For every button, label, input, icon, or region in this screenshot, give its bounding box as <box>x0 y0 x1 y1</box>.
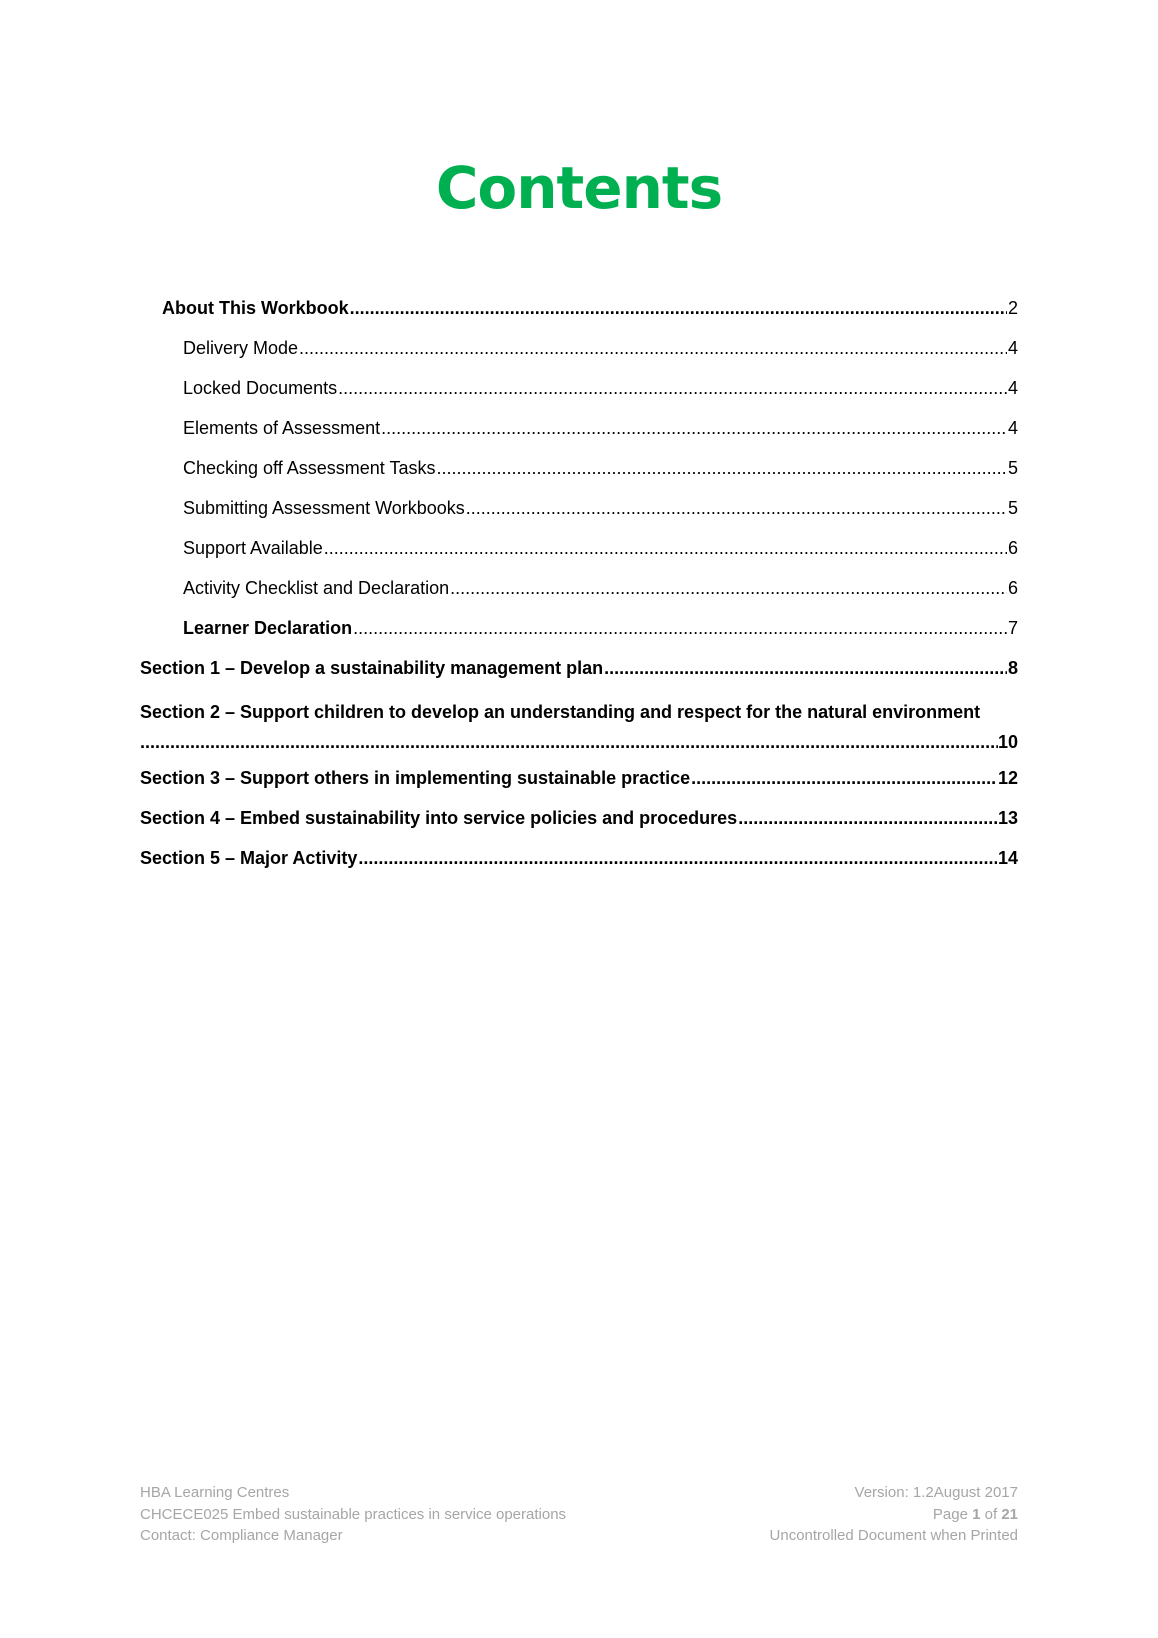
toc-dot-leader <box>738 807 997 829</box>
toc-entry-label: Section 3 – Support others in implementing sustainable practice <box>140 768 691 788</box>
toc-dot-leader <box>466 497 1007 519</box>
toc-entry-label: Submitting Assessment Workbooks <box>183 498 465 518</box>
toc-entry-label: Section 1 – Develop a sustainability management plan <box>140 658 604 678</box>
footer-course: CHCECE025 Embed sustainable practices in service operations <box>140 1505 567 1523</box>
toc-entry-label: Section 5 – Major Activity <box>140 848 358 868</box>
toc-entry-page: 6 <box>1007 538 1018 558</box>
toc-entry-submitting-assessment-workbooks[interactable] <box>140 497 1018 537</box>
toc-entry-section-2[interactable] <box>140 697 1018 757</box>
toc-entry-section-1[interactable] <box>140 657 1018 697</box>
toc-entry-page: 13 <box>997 808 1018 828</box>
toc-entry-label: Elements of Assessment <box>183 418 381 438</box>
toc-dot-leader <box>450 577 1007 599</box>
toc-entry-label: Learner Declaration <box>183 618 353 638</box>
toc-entry-locked-documents[interactable] <box>140 377 1018 417</box>
toc-entry-page: 12 <box>997 768 1018 788</box>
toc-entry-label: Checking off Assessment Tasks <box>183 458 436 478</box>
toc-dot-leader <box>140 727 998 757</box>
toc-entry-page: 4 <box>1007 378 1018 398</box>
toc-dot-leader <box>381 417 1007 439</box>
toc-entry-page: 5 <box>1007 458 1018 478</box>
toc-entry-page: 7 <box>1007 618 1018 638</box>
footer-right <box>770 1482 1018 1547</box>
toc-entry-section-3[interactable] <box>140 767 1018 807</box>
toc-dot-leader <box>324 537 1007 559</box>
toc-dot-leader <box>604 657 1007 679</box>
toc-entry-support-available[interactable] <box>140 537 1018 577</box>
toc-entry-section-5[interactable] <box>140 847 1018 887</box>
toc-entry-page: 6 <box>1007 578 1018 598</box>
footer-uncontrolled: Uncontrolled Document when Printed <box>769 1527 1018 1544</box>
toc-entry-label: Section 4 – Embed sustainability into service policies and procedures <box>140 808 738 828</box>
table-of-contents <box>140 297 1018 887</box>
toc-entry-label: About This Workbook <box>162 298 349 318</box>
footer-page-of: of <box>980 1505 1002 1523</box>
footer-page-number <box>770 1504 1018 1526</box>
footer-page-current: 1 <box>972 1505 981 1523</box>
toc-entry-about-this-workbook[interactable] <box>140 297 1018 337</box>
footer-contact: Contact: Compliance Manager <box>140 1527 343 1544</box>
toc-dot-leader <box>350 297 1007 319</box>
footer-org: HBA Learning Centres <box>140 1484 290 1501</box>
toc-dot-leader <box>358 847 997 869</box>
toc-entry-continuation <box>140 727 1018 757</box>
page-title: Contents <box>435 154 723 222</box>
toc-entry-page: 4 <box>1007 418 1018 438</box>
toc-entry-elements-of-assessment[interactable] <box>140 417 1018 457</box>
toc-entry-activity-checklist[interactable] <box>140 577 1018 617</box>
toc-dot-leader <box>691 767 997 789</box>
toc-entry-page: 4 <box>1007 338 1018 358</box>
toc-dot-leader <box>353 617 1007 639</box>
toc-entry-label: Activity Checklist and Declaration <box>183 578 450 598</box>
toc-entry-checking-off-assessment-tasks[interactable] <box>140 457 1018 497</box>
footer-version: Version: 1.2August 2017 <box>854 1484 1018 1501</box>
toc-entry-label: Section 2 – Support children to develop an understanding and respect for the natural environment <box>140 702 981 722</box>
toc-entry-label: Locked Documents <box>183 378 338 398</box>
footer-page-total: 21 <box>1001 1505 1018 1523</box>
footer-left <box>140 1482 566 1547</box>
toc-entry-page: 2 <box>1007 298 1018 318</box>
toc-dot-leader <box>299 337 1007 359</box>
toc-entry-delivery-mode[interactable] <box>140 337 1018 377</box>
toc-entry-label: Delivery Mode <box>183 338 299 358</box>
toc-entry-page: 8 <box>1007 658 1018 678</box>
toc-entry-section-4[interactable] <box>140 807 1018 847</box>
footer-page-prefix: Page <box>932 1505 973 1523</box>
toc-entry-page: 14 <box>997 848 1018 868</box>
toc-dot-leader <box>436 457 1007 479</box>
toc-entry-learner-declaration[interactable] <box>140 617 1018 657</box>
toc-entry-page: 10 <box>997 732 1018 752</box>
toc-dot-leader <box>338 377 1007 399</box>
toc-entry-page: 5 <box>1007 498 1018 518</box>
toc-entry-label: Support Available <box>183 538 323 558</box>
